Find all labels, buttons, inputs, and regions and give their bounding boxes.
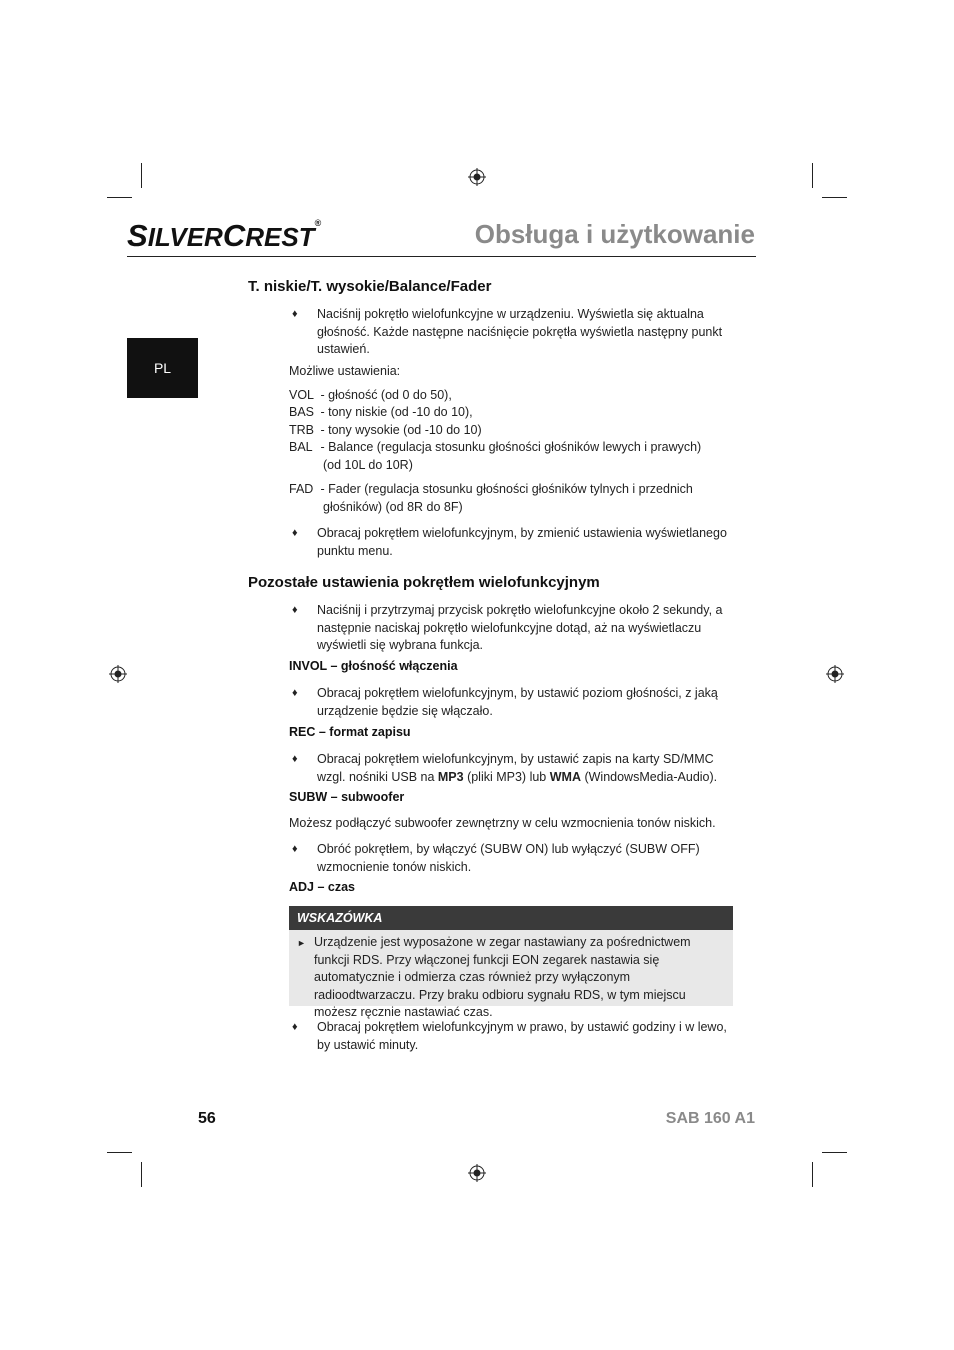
text-run: Obracaj pokrętłem wielofunkcyjnym, by ustawić zapis na karty SD/MMC wzgl. nośniki USB na [317,752,714,784]
logo-text: ILVER [147,222,223,252]
setting-code: TRB [289,423,314,437]
list-item [289,685,739,720]
subheading: REC – format zapisu [289,725,411,739]
subheading: INVOL – głośność włączenia [289,659,458,673]
crop-mark [141,1162,142,1187]
setting-code: BAL [289,440,313,454]
diamond-bullet-icon: ♦ [292,843,298,855]
diamond-bullet-icon: ♦ [292,753,298,765]
diamond-bullet-icon: ♦ [292,527,298,539]
text-run: (WindowsMedia-Audio). [580,769,718,784]
setting-code: VOL [289,388,315,402]
page-title: Obsługa i użytkowanie [474,219,755,249]
header-divider [127,256,756,257]
language-tab [127,338,198,398]
list-item [289,306,739,359]
paragraph: Możliwe ustawienia: [289,364,401,378]
registration-mark-icon [468,1164,486,1182]
list-item-text: Obracaj pokrętłem wielofunkcyjnym, by zmienić ustawienia wyświetlanego punktu menu. [317,526,727,558]
crop-mark [107,1152,132,1153]
section-heading: T. niskie/T. wysokie/Balance/Fader [248,278,492,295]
setting-code: BAS [289,405,315,419]
setting-text-continued: (od 10L do 10R) [323,457,413,472]
crop-mark [812,1162,813,1187]
crop-mark [812,163,813,188]
setting-text: - głośność (od 0 do 50), [320,388,452,402]
setting-text-continued: głośników) (od 8R do 8F) [323,499,463,514]
list-item [289,841,739,876]
diamond-bullet-icon: ♦ [292,1021,298,1033]
language-tab-label: PL [153,360,172,376]
registration-mark-icon [468,168,486,186]
crop-mark [822,1152,847,1153]
crop-mark [141,163,142,188]
setting-text: - tony niskie (od -10 do 10), [320,405,473,419]
crop-mark [822,197,847,198]
diamond-bullet-icon: ♦ [292,604,298,616]
triangle-arrow-icon: ► [297,938,306,948]
diamond-bullet-icon: ♦ [292,308,298,320]
setting-row [289,439,701,474]
list-item [289,751,739,786]
section-heading: Pozostałe ustawienia pokrętłem wielofunkcyjnym [248,574,600,591]
setting-code: FAD [289,482,314,496]
setting-text: - tony wysokie (od -10 do 10) [320,423,482,437]
note-title: WSKAZÓWKA [289,906,733,930]
logo-text: REST [245,222,315,252]
list-item-text: Naciśnij i przytrzymaj przycisk pokrętło wielofunkcyjne około 2 sekundy, a następnie naciskaj pokrętło wielofunkcyjne dotąd, aż na wyświetlaczu wyświetli się wybrana funkcja. [317,603,723,652]
setting-text: - Fader (regulacja stosunku głośności głośników tylnych i przednich [320,482,693,496]
note-text: Urządzenie jest wyposażone w zegar nastawiany za pośrednictwem funkcji RDS. Przy włączonej funkcji EON zegarek nastawia się automatycznie i odmierza czas również przy wyłączonym radioodtwarzaczu. Przy braku odbioru sygnału RDS, w tym miejscu możesz ręcznie nastawiać czas. [314,935,691,1019]
subheading: ADJ – czas [289,880,356,894]
setting-row [289,404,473,422]
list-item-text [317,751,739,786]
logo-initial: S [127,218,148,253]
list-item-text: Naciśnij pokrętło wielofunkcyjne w urządzeniu. Wyświetla się aktualna głośność. Każde następne naciśnięcie pokrętła wyświetla następny punkt ustawień. [317,307,723,356]
subheading: SUBW – subwoofer [289,790,405,804]
format-wma: WMA [549,769,581,784]
model-number: SAB 160 A1 [665,1110,755,1127]
page-number: 56 [198,1110,216,1127]
text-run: (pliki MP3) lub [463,769,550,784]
registration-mark-icon [826,665,844,683]
setting-row [289,422,482,440]
crop-mark [107,197,132,198]
registration-mark-icon [109,665,127,683]
paragraph: Możesz podłączyć subwoofer zewnętrzny w celu wzmocnienia tonów niskich. [289,816,716,830]
logo-initial: C [222,218,246,253]
list-item [289,602,739,655]
setting-text: - Balance (regulacja stosunku głośności głośników lewych i prawych) [320,440,702,454]
diamond-bullet-icon: ♦ [292,687,298,699]
list-item-text: Obracaj pokrętłem wielofunkcyjnym, by ustawić poziom głośności, z jaką urządzenie będzie się włączało. [317,686,718,718]
list-item-text: Obróć pokrętłem, by włączyć (SUBW ON) lub wyłączyć (SUBW OFF) wzmocnienie tonów niskich. [317,842,700,874]
list-item [289,525,739,560]
note-box [289,906,733,1019]
registered-mark: ® [314,218,322,228]
format-mp3: MP3 [437,769,464,784]
list-item-text: Obracaj pokrętłem wielofunkcyjnym w prawo, by ustawić godziny i w lewo, by ustawić minuty. [317,1020,727,1052]
brand-logo [127,218,321,254]
setting-row [289,387,452,405]
note-body [289,930,733,1022]
setting-row [289,481,693,516]
list-item [289,1019,739,1054]
